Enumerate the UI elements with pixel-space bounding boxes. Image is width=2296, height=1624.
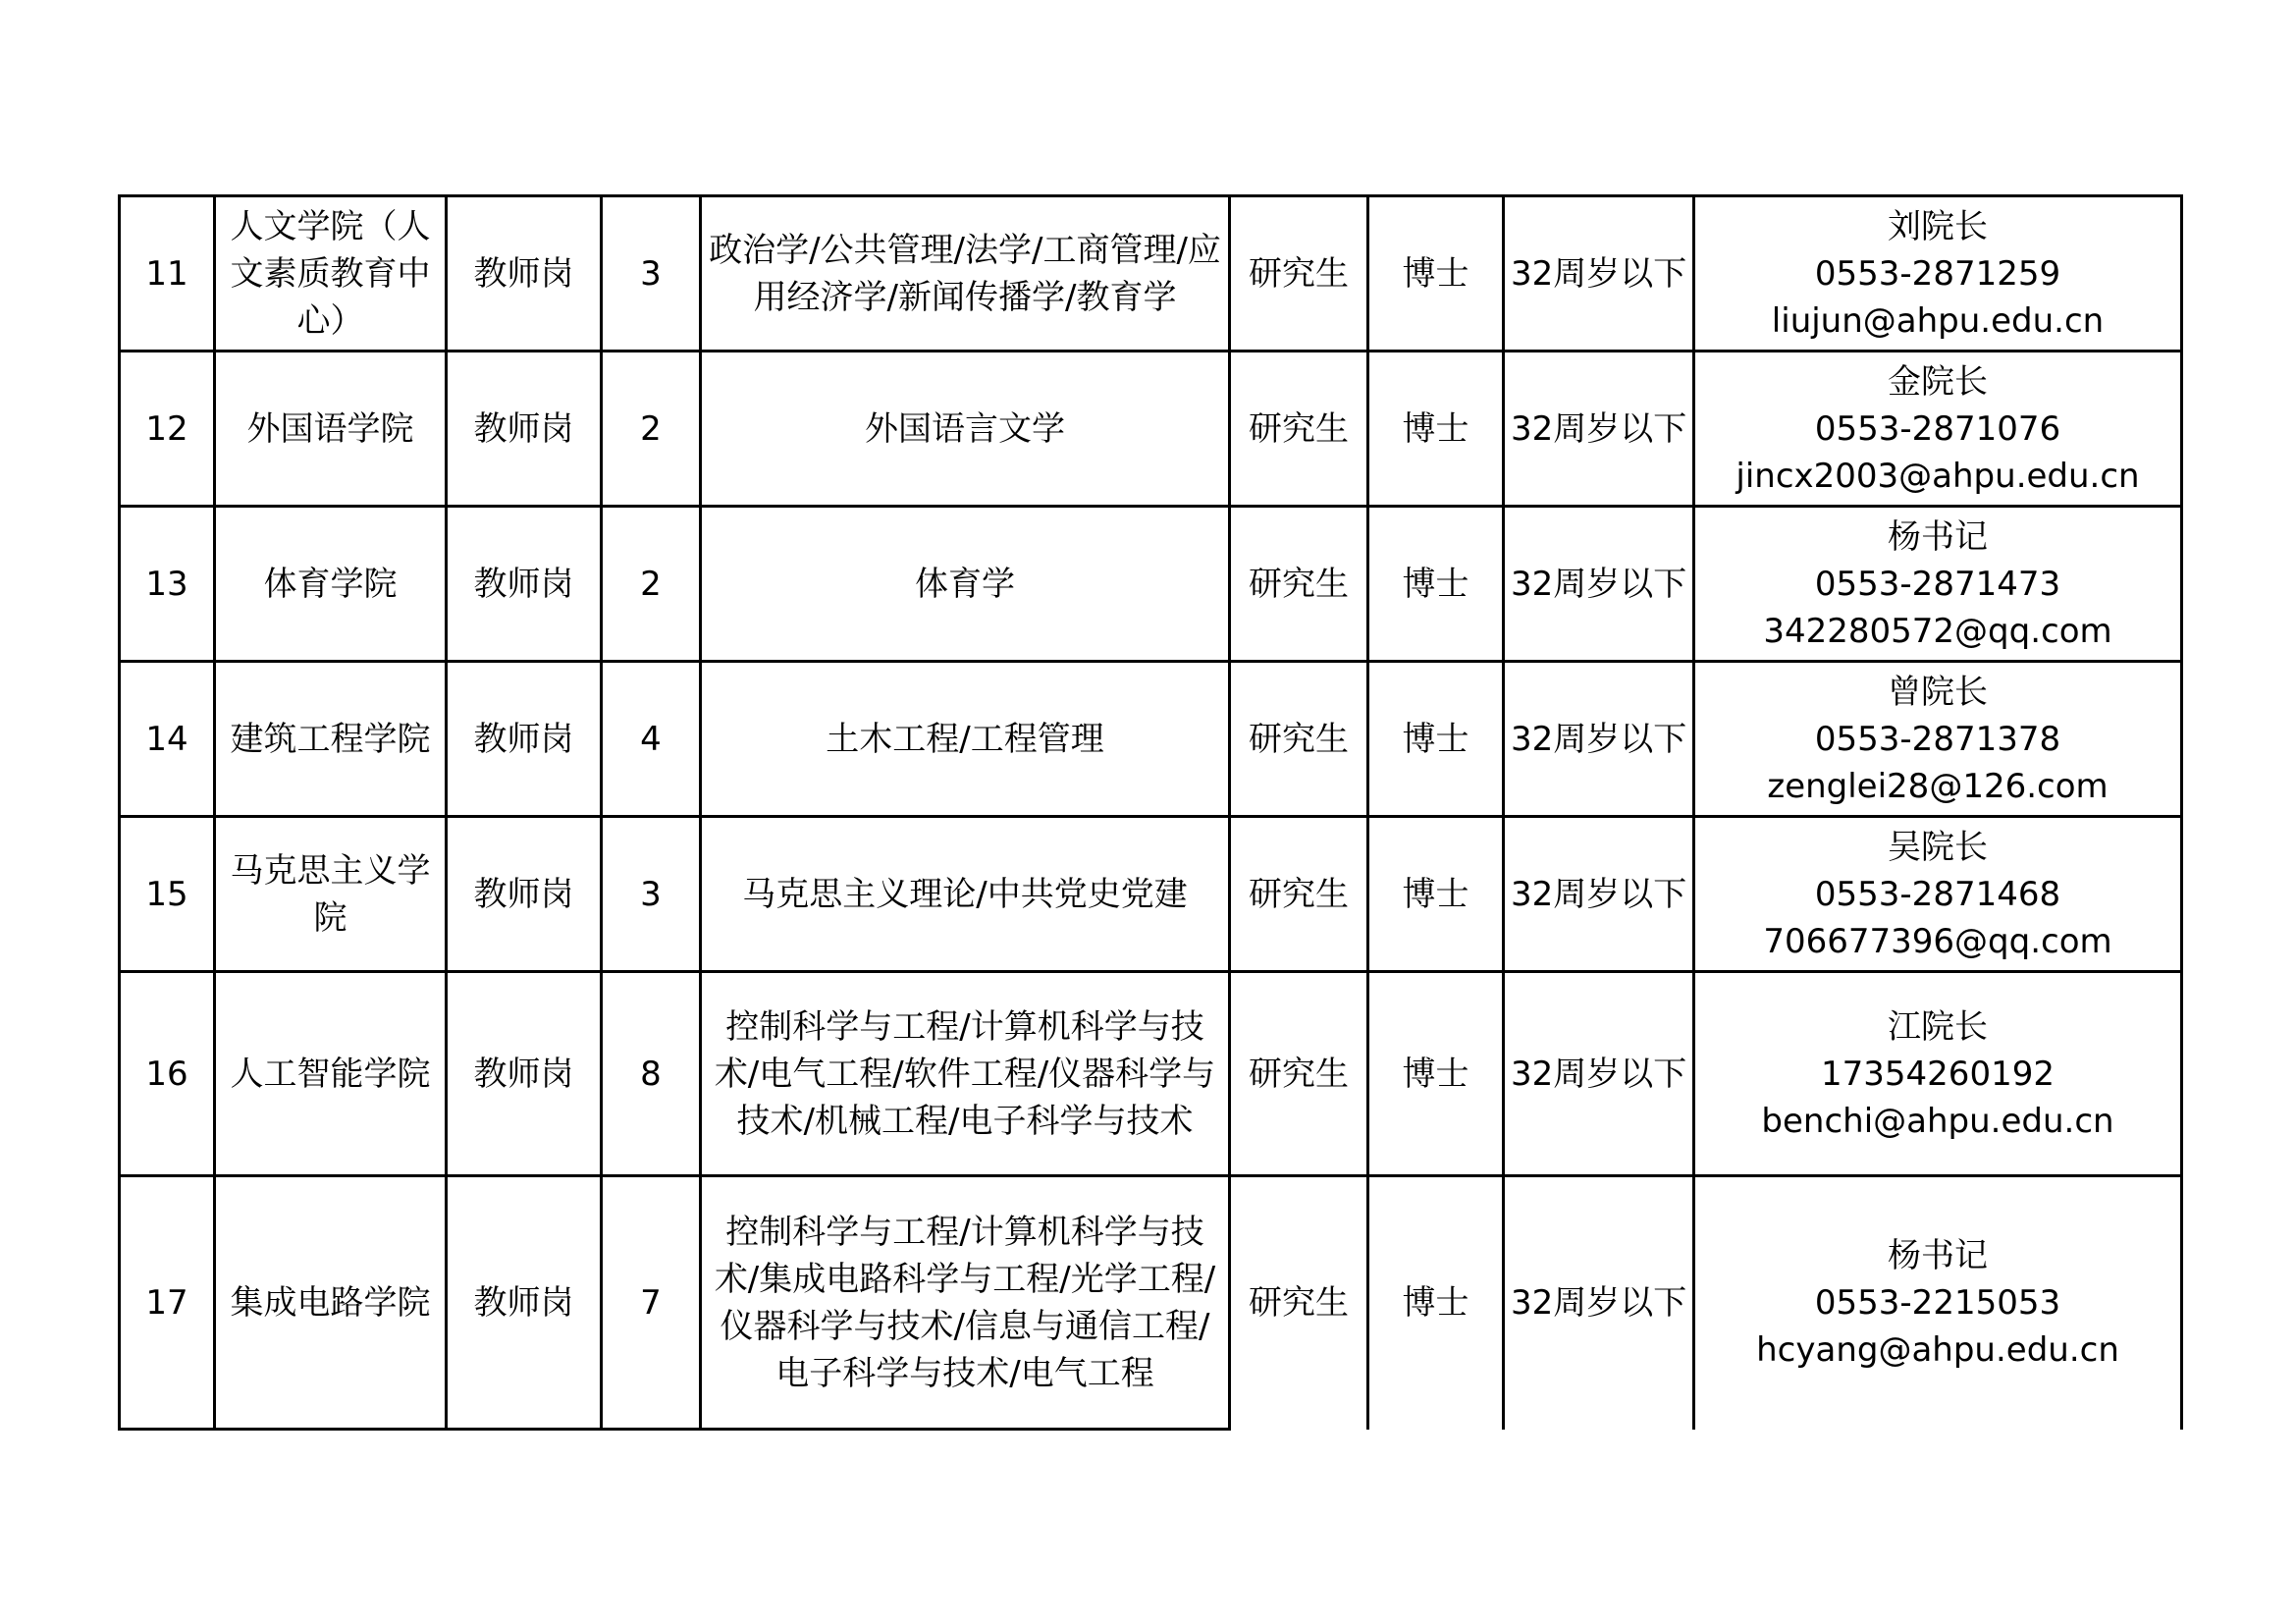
contact-cell: [1694, 662, 2182, 817]
major-cell: 土木工程/工程管理: [701, 662, 1230, 817]
education-cell: 研究生: [1230, 1176, 1368, 1430]
department-cell: 建筑工程学院: [215, 662, 447, 817]
age-limit-cell: 32周岁以下: [1504, 352, 1694, 507]
age-limit-cell: 32周岁以下: [1504, 196, 1694, 352]
degree-cell: 博士: [1368, 196, 1504, 352]
major-cell: 体育学: [701, 507, 1230, 662]
contact-phone: 17354260192: [1821, 1054, 2055, 1094]
contact-phone: 0553-2871076: [1814, 408, 2061, 449]
position-type-cell: 教师岗: [447, 352, 602, 507]
contact-cell: [1694, 972, 2182, 1176]
row-number-cell: 14: [120, 662, 215, 817]
contact-cell: [1694, 817, 2182, 972]
table-row: [120, 662, 2182, 817]
degree-cell: 博士: [1368, 662, 1504, 817]
department-cell: 人文学院（人文素质教育中心）: [215, 196, 447, 352]
table-row: [120, 352, 2182, 507]
row-number-cell: 11: [120, 196, 215, 352]
headcount-cell: 7: [602, 1176, 701, 1430]
contact-phone: 0553-2871378: [1814, 719, 2061, 759]
age-limit-cell: 32周岁以下: [1504, 662, 1694, 817]
contact-email: liujun@ahpu.edu.cn: [1771, 300, 2105, 341]
headcount-cell: 2: [602, 507, 701, 662]
row-number-cell: 17: [120, 1176, 215, 1430]
headcount-cell: 3: [602, 817, 701, 972]
headcount-cell: 8: [602, 972, 701, 1176]
education-cell: 研究生: [1230, 972, 1368, 1176]
age-limit-cell: 32周岁以下: [1504, 507, 1694, 662]
contact-email: 342280572@qq.com: [1763, 611, 2112, 651]
table-row: [120, 817, 2182, 972]
row-number-cell: 15: [120, 817, 215, 972]
education-cell: 研究生: [1230, 817, 1368, 972]
education-cell: 研究生: [1230, 662, 1368, 817]
contact-email: zenglei28@126.com: [1767, 766, 2109, 806]
contact-phone: 0553-2871259: [1814, 253, 2061, 294]
position-type-cell: 教师岗: [447, 972, 602, 1176]
education-cell: 研究生: [1230, 196, 1368, 352]
department-cell: 人工智能学院: [215, 972, 447, 1176]
position-type-cell: 教师岗: [447, 817, 602, 972]
education-cell: 研究生: [1230, 352, 1368, 507]
major-cell: 控制科学与工程/计算机科学与技术/集成电路科学与工程/光学工程/仪器科学与技术/信息与通信工程/电子科学与技术/电气工程: [701, 1176, 1230, 1430]
education-cell: 研究生: [1230, 507, 1368, 662]
position-type-cell: 教师岗: [447, 662, 602, 817]
contact-name: 曾院长: [1888, 672, 1988, 712]
position-type-cell: 教师岗: [447, 196, 602, 352]
contact-cell: [1694, 352, 2182, 507]
position-type-cell: 教师岗: [447, 507, 602, 662]
age-limit-cell: 32周岁以下: [1504, 817, 1694, 972]
department-cell: 马克思主义学院: [215, 817, 447, 972]
table-row: [120, 196, 2182, 352]
major-cell: 政治学/公共管理/法学/工商管理/应用经济学/新闻传播学/教育学: [701, 196, 1230, 352]
contact-name: 吴院长: [1888, 827, 1988, 867]
contact-phone: 0553-2215053: [1814, 1283, 2061, 1324]
department-cell: 外国语学院: [215, 352, 447, 507]
table-row: [120, 507, 2182, 662]
major-cell: 外国语言文学: [701, 352, 1230, 507]
row-number-cell: 16: [120, 972, 215, 1176]
row-number-cell: 13: [120, 507, 215, 662]
position-type-cell: 教师岗: [447, 1176, 602, 1430]
department-cell: 集成电路学院: [215, 1176, 447, 1430]
headcount-cell: 3: [602, 196, 701, 352]
contact-name: 江院长: [1888, 1006, 1988, 1047]
table-row: [120, 1176, 2182, 1430]
table-row: [120, 972, 2182, 1176]
age-limit-cell: 32周岁以下: [1504, 972, 1694, 1176]
contact-email: hcyang@ahpu.edu.cn: [1756, 1330, 2119, 1371]
headcount-cell: 4: [602, 662, 701, 817]
contact-phone: 0553-2871468: [1814, 874, 2061, 914]
contact-name: 杨书记: [1888, 1236, 1988, 1276]
degree-cell: 博士: [1368, 1176, 1504, 1430]
major-cell: 马克思主义理论/中共党史党建: [701, 817, 1230, 972]
contact-email: jincx2003@ahpu.edu.cn: [1735, 456, 2140, 496]
degree-cell: 博士: [1368, 507, 1504, 662]
contact-cell: [1694, 507, 2182, 662]
recruitment-table: [118, 194, 2183, 1431]
degree-cell: 博士: [1368, 972, 1504, 1176]
contact-name: 刘院长: [1888, 206, 1988, 246]
major-cell: 控制科学与工程/计算机科学与技术/电气工程/软件工程/仪器科学与技术/机械工程/电子科学与技术: [701, 972, 1230, 1176]
contact-email: benchi@ahpu.edu.cn: [1761, 1101, 2114, 1141]
degree-cell: 博士: [1368, 352, 1504, 507]
contact-cell: [1694, 1176, 2182, 1430]
department-cell: 体育学院: [215, 507, 447, 662]
contact-phone: 0553-2871473: [1814, 564, 2061, 604]
age-limit-cell: 32周岁以下: [1504, 1176, 1694, 1430]
degree-cell: 博士: [1368, 817, 1504, 972]
contact-email: 706677396@qq.com: [1763, 921, 2112, 961]
row-number-cell: 12: [120, 352, 215, 507]
headcount-cell: 2: [602, 352, 701, 507]
contact-name: 金院长: [1888, 361, 1988, 402]
contact-name: 杨书记: [1888, 516, 1988, 557]
contact-cell: [1694, 196, 2182, 352]
